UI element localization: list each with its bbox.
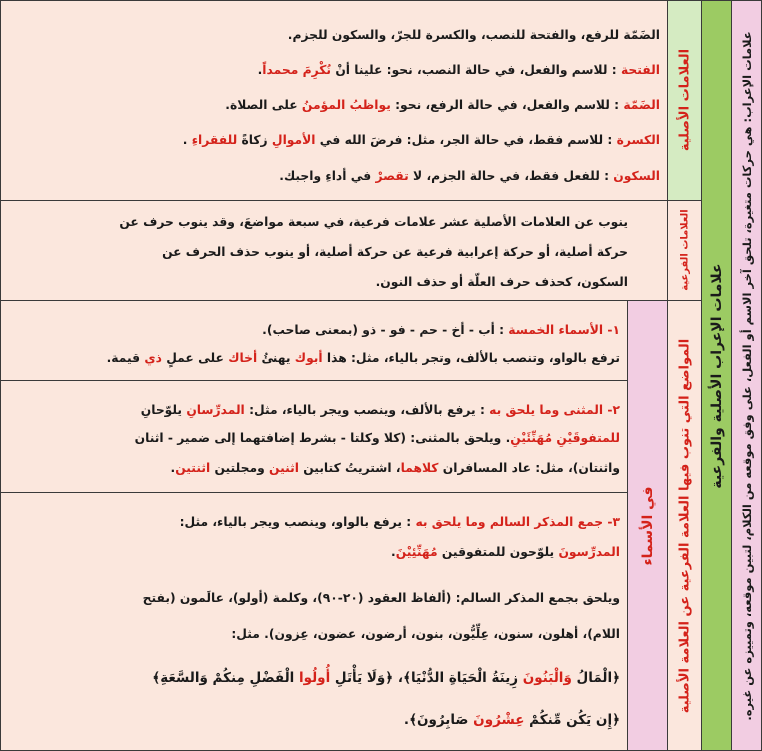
fatha-term: الفتحة — [620, 63, 660, 77]
places-label: المواضع التي تنوب فيها العلامة الفرعية عن العلامة الأصلية — [677, 338, 693, 713]
damma-text: : للاسم والفعل، في حالة الرفع، نحو: — [395, 98, 620, 112]
divider — [627, 300, 628, 751]
divider — [731, 0, 732, 751]
item1-desc: ترفع بالواو، وتنصب بالألف، وتجر بالياء، مثل: هذا — [326, 351, 620, 365]
item1-end: قيمة. — [106, 351, 141, 365]
in-nouns-label: في الأسماء — [640, 486, 656, 565]
original-intro: الضَمّة للرفع، والفتحة للنصب، والكسرة للجرّ، والسكون للجزم. — [287, 28, 660, 42]
divider — [0, 380, 628, 381]
item1-mid2: على عملٍ — [166, 351, 224, 365]
item3-row2 — [8, 544, 620, 560]
item2-row1 — [8, 402, 620, 418]
subsidiary-line-1: ينوب عن العلامات الأصلية عشر علامات فرعية، في سبعة مواضعَ، وقد ينوب حرف عن — [119, 215, 628, 229]
item3-verse1 — [8, 670, 620, 686]
item1-row1 — [8, 322, 620, 338]
sukun-term: السكون — [613, 169, 660, 183]
item2-end3: . — [170, 461, 176, 475]
item3-title: ٣- جمع المذكر السالم وما يلحق به — [415, 515, 620, 529]
verse1a: ﴿الْمَالُ — [576, 670, 620, 686]
item3-verse2 — [8, 712, 620, 728]
item3-line2b: يلوّحون للمتفوقين — [441, 545, 555, 559]
item1-row2 — [8, 350, 620, 366]
item2-line2a: للمتفوقَيْنِ مُهَنِّئَيْنِ — [510, 431, 620, 445]
item2-line3a: واثنتان)، مثل: عاد المسافران — [442, 461, 620, 475]
kasra-example2: للفقراءِ — [191, 133, 238, 147]
item3-line2c: مُهَنِّئِيْنَ — [395, 545, 438, 559]
item-five-nouns — [0, 300, 628, 380]
sukun-end: في أداءِ واجبك. — [279, 169, 372, 183]
fatha-example: نُكْرِمَ محمداً — [262, 63, 332, 77]
damma-term: الضَمّة — [623, 98, 660, 112]
item2-kilahuma: كلاهما — [400, 461, 439, 475]
places-label-cell — [668, 300, 702, 751]
divider — [0, 492, 628, 493]
item3-row4: اللام)، أهلون، سنون، عِلِّيُّون، بنون، أرضون، عضون، عِزون). مثل: — [231, 627, 620, 641]
damma-example: يواظبُ المؤمنُ — [301, 98, 391, 112]
item1-mid: يهنئُ — [261, 351, 291, 365]
item2-line2b: . ويلحق بالمثنى: (كلا وكلتا - بشرط إضافتهما إلى ضمير - اثنان — [134, 431, 511, 445]
subsidiary-label: العلامات الفرعية — [679, 209, 691, 291]
item2-row3 — [8, 460, 620, 476]
subsidiary-line-3: السكون، كحذف حرف العلّة أو حذف النون. — [375, 275, 628, 289]
damma-row — [8, 97, 660, 113]
item1-title: ١- الأسماء الخمسة — [508, 323, 620, 337]
item2-ithnatayn: اثنتين — [175, 461, 211, 475]
kasra-row — [8, 132, 660, 148]
divider — [701, 0, 702, 751]
divider — [0, 0, 762, 1]
item2-title: ٢- المثنى وما يلحق به — [489, 403, 620, 417]
definition-column — [732, 0, 762, 751]
kasra-end: . — [182, 133, 188, 147]
verse2a: ﴿إِن يَكُن مِّنكُمْ — [529, 712, 620, 728]
fatha-end: . — [257, 63, 263, 77]
divider — [0, 0, 1, 751]
item2-line3b: ، اشتريتُ كتابين — [303, 461, 401, 475]
damma-end: على الصلاة. — [225, 98, 298, 112]
divider — [0, 300, 702, 301]
item2-row2 — [8, 430, 620, 446]
item-dual — [0, 380, 628, 492]
main-title-column — [702, 0, 732, 751]
verse2d: . — [403, 712, 410, 728]
verse1d: ، — [397, 670, 404, 686]
item3-line2d: . — [391, 545, 396, 559]
sukun-row — [8, 168, 660, 184]
kasra-term: الكسرة — [616, 133, 660, 147]
in-nouns-cell — [628, 300, 668, 751]
divider — [0, 200, 702, 201]
original-label-cell — [668, 0, 702, 200]
fatha-row — [8, 62, 660, 78]
item-sound-plural — [0, 492, 628, 751]
original-label: العلامات الأصلية — [677, 48, 693, 152]
original-content — [0, 0, 668, 200]
item1-ex1: أبوك — [294, 351, 323, 365]
item3-row1 — [8, 514, 620, 530]
verse1f: أُولُوا — [299, 670, 331, 686]
verse1e: ﴿وَلَا يَأْتَلِ — [334, 670, 394, 686]
definition-text: علامات الإعراب: هي حركات متغيرة، تلحق آخر الاسم أو الفعل، على وفق موقعه من الكلام، لتبين موقعه، وتمييزه عن غيره. — [740, 30, 754, 721]
kasra-text: : للاسم فقط، في حالة الجر، مثل: فرضَ الله في — [319, 133, 613, 147]
subsidiary-label-cell — [668, 200, 702, 300]
subsidiary-content — [0, 200, 668, 300]
verse1b: وَالْبَنُونَ — [522, 670, 572, 686]
item2-ex1: المدرِّسانِ — [186, 403, 245, 417]
item2-end1: يلوّحانِ — [140, 403, 183, 417]
fatha-text: : للاسم والفعل، في حالة النصب، نحو: علينا أنْ — [335, 63, 617, 77]
item2-line3c: ومجلتين — [214, 461, 265, 475]
divider — [667, 0, 668, 751]
kasra-example1: الأموالِ — [271, 133, 316, 147]
verse2c: صَابِرُونَ﴾ — [409, 712, 469, 728]
verse2b: عِشْرُونَ — [473, 712, 525, 728]
item3-row3: ويلحق بجمع المذكر السالم: (ألفاظ العقود (٢٠-٩٠)، وكلمة (أولو)، عالَمون (بفتح — [142, 591, 620, 605]
sukun-text: : للفعل فقط، في حالة الجزم، لا — [413, 169, 610, 183]
verse1g: الْفَضْلِ مِنكُمْ وَالسَّعَةِ﴾ — [152, 670, 295, 686]
item3-line2a: المدرِّسونَ — [558, 545, 620, 559]
sukun-example: تقصرْ — [375, 169, 409, 183]
verse1c: زِينَةُ الْحَيَاةِ الدُّنْيَا﴾ — [403, 670, 519, 686]
kasra-mid: زكاةً — [241, 133, 268, 147]
item2-line1: : يرفع بالألف، وينصب ويجر بالياء، مثل: — [249, 403, 485, 417]
item3-line1: : يرفع بالواو، وينصب ويجر بالياء، مثل: — [179, 515, 412, 529]
item2-ithnayn: اثنين — [269, 461, 299, 475]
subsidiary-line-2: حركة أصلية، أو حركة إعرابية فرعية عن حركة أصلية، أو ينوب حذف الحرف عن — [162, 245, 628, 259]
item1-ex2: أخاك — [228, 351, 258, 365]
item1-ex3: ذي — [144, 351, 162, 365]
main-title: علامات الإعراب الأصلية والفرعية — [709, 262, 725, 489]
item1-list: : أب - أخ - حم - فو - ذو (بمعنى صاحب). — [262, 323, 505, 337]
